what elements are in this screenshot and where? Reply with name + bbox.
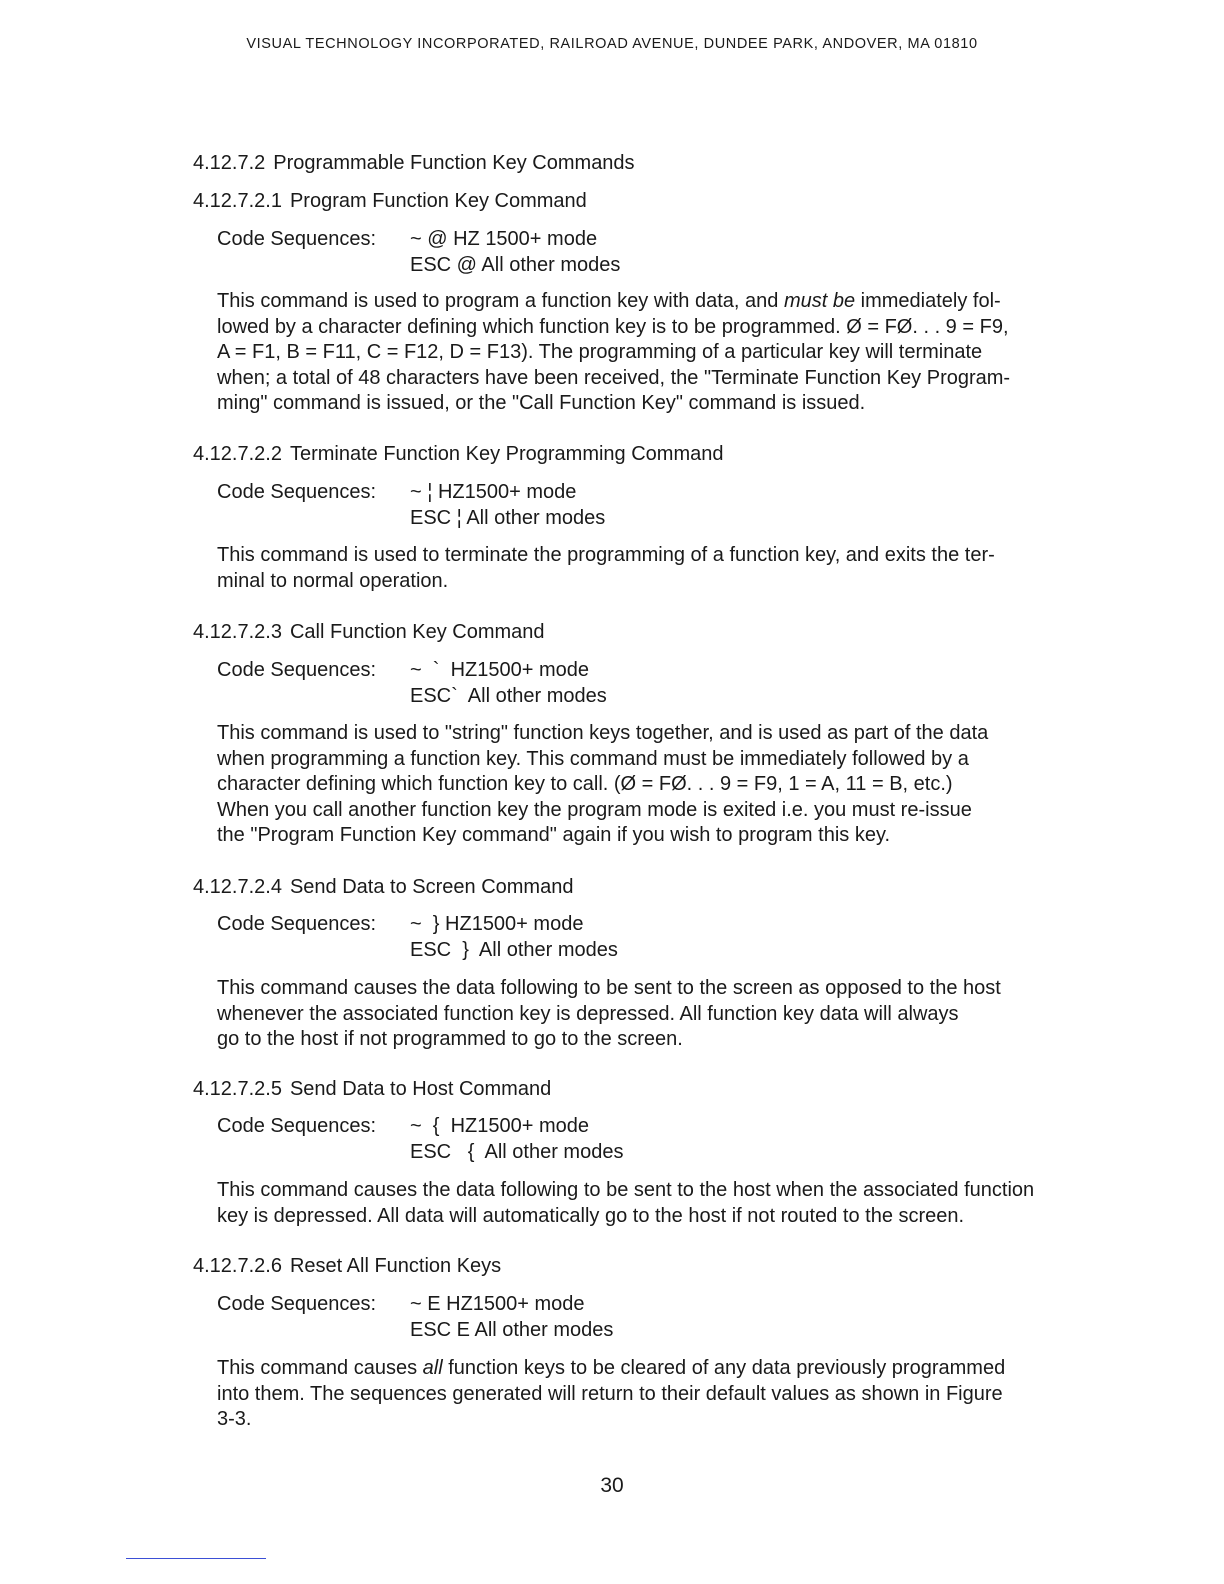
code-line: ~ E HZ1500+ mode [410,1293,585,1315]
code-sequences-label: Code Sequences: [217,659,377,681]
section-title [193,1255,501,1278]
code-line: ~ ` HZ1500+ mode [410,659,589,681]
paragraph-line: the "Program Function Key command" again if you wish to program this key. [217,824,891,847]
code-sequences-label: Code Sequences: [217,1293,377,1315]
paragraph-line: This command is used to "string" function keys together, and is used as part of the data [217,722,989,744]
section-title-text: Reset All Function Keys [289,1255,502,1277]
section-number: 4.12.7.2.3 [193,621,282,643]
paragraph-line: This command causes the data following to be sent to the host when the associated function [217,1179,1035,1201]
paragraph-line: When you call another function key the program mode is exited i.e. you must re-issue [217,798,972,821]
section-title [193,1078,551,1101]
section-paragraph [217,543,995,594]
paragraph-line: This command is used to terminate the programming of a function key, and exits the ter- [217,544,995,566]
emphasis: all [422,1357,443,1379]
paragraph-line: character defining which function key to call. (Ø = FØ. . . 9 = F9, 1 = A, 11 = B, etc.) [217,773,953,796]
heading-title [193,152,635,175]
section-number: 4.12.7.2.6 [193,1255,282,1277]
paragraph-line: lowed by a character defining which function key is to be programmed. Ø = FØ. . . 9 = F9, [217,315,1009,338]
heading-text: Programmable Function Key Commands [273,152,635,174]
code-line: ~ ¦ HZ1500+ mode [410,481,577,503]
section-number: 4.12.7.2.2 [193,443,282,465]
code-line: ESC { All other modes [410,1141,624,1163]
paragraph-line: This command causes the data following to be sent to the screen as opposed to the host [217,977,1001,999]
paragraph-line: minal to normal operation. [217,569,449,592]
section-paragraph [217,1178,1034,1229]
section-title [193,621,545,644]
code-line: ESC ¦ All other modes [410,507,606,529]
paragraph-line: This command causes all function keys to be cleared of any data previously programmed [217,1357,1006,1379]
section-title [193,876,573,899]
section-title-text: Program Function Key Command [289,190,587,212]
code-line: ~ @ HZ 1500+ mode [410,228,598,250]
section-title-text: Terminate Function Key Programming Command [289,443,724,465]
section-number: 4.12.7.2.1 [193,190,282,212]
code-line: ESC } All other modes [410,939,618,961]
paragraph-line: when programming a function key. This command must be immediately followed by a [217,747,969,770]
section-paragraph [217,289,1010,417]
page-header: VISUAL TECHNOLOGY INCORPORATED, RAILROAD AVENUE, DUNDEE PARK, ANDOVER, MA 01810 [246,36,978,52]
paragraph-line: This command is used to program a function key with data, and must be immediately fol- [217,290,1001,312]
paragraph-line: go to the host if not programmed to go to the screen. [217,1028,683,1051]
section-paragraph [217,1356,1005,1433]
code-sequences-label: Code Sequences: [217,228,377,250]
code-sequences-label: Code Sequences: [217,481,377,503]
code-sequences-label: Code Sequences: [217,1115,377,1137]
code-line: ~ } HZ1500+ mode [410,913,584,935]
section-paragraph [217,976,1001,1053]
section-title-text: Send Data to Screen Command [289,876,574,898]
section-paragraph [217,721,988,849]
paragraph-line: whenever the associated function key is depressed. All function key data will always [217,1002,959,1025]
footnote-rule [126,1558,266,1559]
code-line: ESC @ All other modes [410,254,621,276]
code-line: ESC E All other modes [410,1319,614,1341]
paragraph-line: key is depressed. All data will automatically go to the host if not routed to the screen. [217,1204,965,1227]
paragraph-line: 3-3. [217,1408,252,1431]
paragraph-line: when; a total of 48 characters have been received, the "Terminate Function Key Program- [217,366,1011,389]
code-sequences-label: Code Sequences: [217,913,377,935]
paragraph-line: ming" command is issued, or the "Call Function Key" command is issued. [217,392,866,415]
section-title [193,443,723,466]
code-line: ESC` All other modes [410,685,607,707]
section-title-text: Call Function Key Command [289,621,545,643]
emphasis: must be [783,290,856,312]
paragraph-line: into them. The sequences generated will return to their default values as shown in Figure [217,1382,1003,1405]
code-line: ~ { HZ1500+ mode [410,1115,590,1137]
section-title-text: Send Data to Host Command [289,1078,552,1100]
section-title [193,190,587,213]
page-number: 30 [600,1474,624,1497]
heading-number: 4.12.7.2 [193,152,266,174]
section-number: 4.12.7.2.4 [193,876,282,898]
section-number: 4.12.7.2.5 [193,1078,282,1100]
paragraph-line: A = F1, B = F11, C = F12, D = F13). The programming of a particular key will terminate [217,341,983,364]
